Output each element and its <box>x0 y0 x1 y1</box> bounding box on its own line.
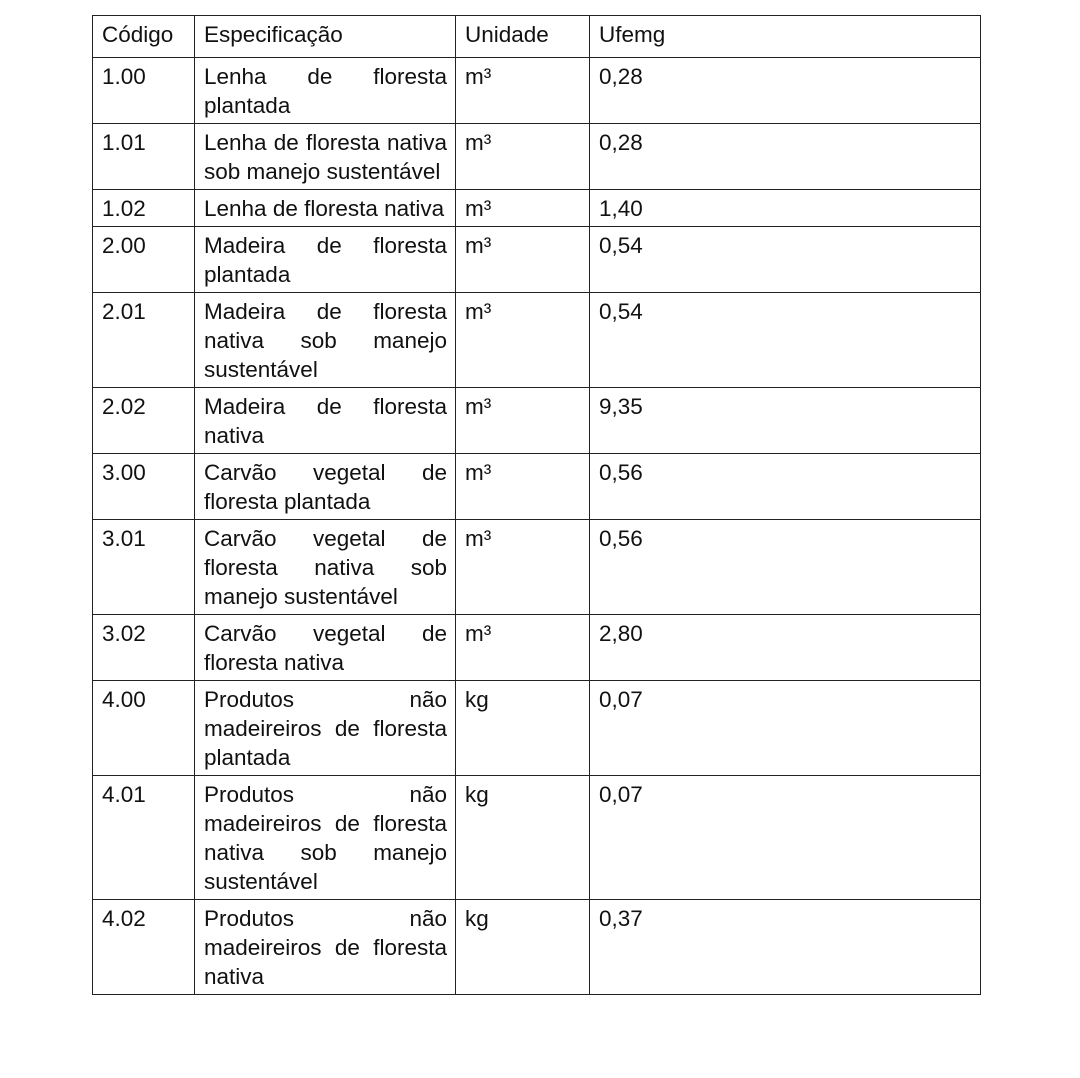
table-row <box>93 681 981 776</box>
cell-ufemg: 0,56 <box>590 454 981 520</box>
cell-unidade: kg <box>456 681 590 776</box>
cell-unidade: kg <box>456 900 590 995</box>
cell-codigo: 1.02 <box>93 190 195 227</box>
cell-ufemg: 0,07 <box>590 776 981 900</box>
cell-especificacao: Carvão vegetal de floresta nativa sob manejo sustentável <box>195 520 456 615</box>
cell-unidade: kg <box>456 776 590 900</box>
table-row <box>93 124 981 190</box>
table-row <box>93 190 981 227</box>
cell-especificacao: Carvão vegetal de floresta plantada <box>195 454 456 520</box>
header-codigo: Código <box>93 16 195 58</box>
cell-codigo: 1.01 <box>93 124 195 190</box>
table-row <box>93 615 981 681</box>
cell-unidade: m³ <box>456 615 590 681</box>
cell-ufemg: 0,54 <box>590 227 981 293</box>
cell-ufemg: 0,54 <box>590 293 981 388</box>
cell-especificacao: Produtos não madeireiros de floresta nativa sob manejo sustentável <box>195 776 456 900</box>
cell-codigo: 2.02 <box>93 388 195 454</box>
cell-especificacao: Produtos não madeireiros de floresta plantada <box>195 681 456 776</box>
cell-unidade: m³ <box>456 124 590 190</box>
cell-codigo: 4.00 <box>93 681 195 776</box>
table-row <box>93 293 981 388</box>
cell-especificacao: Lenha de floresta nativa <box>195 190 456 227</box>
cell-especificacao: Lenha de floresta plantada <box>195 58 456 124</box>
cell-ufemg: 2,80 <box>590 615 981 681</box>
cell-especificacao: Madeira de floresta nativa sob manejo sustentável <box>195 293 456 388</box>
table-body <box>93 58 981 995</box>
cell-ufemg: 0,28 <box>590 58 981 124</box>
cell-codigo: 2.01 <box>93 293 195 388</box>
cell-unidade: m³ <box>456 190 590 227</box>
cell-codigo: 3.01 <box>93 520 195 615</box>
cell-especificacao: Carvão vegetal de floresta nativa <box>195 615 456 681</box>
cell-especificacao: Produtos não madeireiros de floresta nativa <box>195 900 456 995</box>
cell-unidade: m³ <box>456 454 590 520</box>
table-row <box>93 58 981 124</box>
cell-especificacao: Lenha de floresta nativa sob manejo sustentável <box>195 124 456 190</box>
cell-unidade: m³ <box>456 388 590 454</box>
cell-unidade: m³ <box>456 293 590 388</box>
header-ufemg: Ufemg <box>590 16 981 58</box>
ufemg-table <box>92 15 981 995</box>
table-row <box>93 454 981 520</box>
cell-unidade: m³ <box>456 520 590 615</box>
table-row <box>93 227 981 293</box>
cell-unidade: m³ <box>456 227 590 293</box>
table-row <box>93 388 981 454</box>
cell-codigo: 4.01 <box>93 776 195 900</box>
cell-ufemg: 0,37 <box>590 900 981 995</box>
cell-codigo: 1.00 <box>93 58 195 124</box>
table-row <box>93 776 981 900</box>
cell-codigo: 3.00 <box>93 454 195 520</box>
cell-ufemg: 0,28 <box>590 124 981 190</box>
header-unidade: Unidade <box>456 16 590 58</box>
cell-ufemg: 0,56 <box>590 520 981 615</box>
cell-especificacao: Madeira de floresta nativa <box>195 388 456 454</box>
header-especificacao: Especificação <box>195 16 456 58</box>
table-row <box>93 520 981 615</box>
header-row <box>93 16 981 58</box>
cell-codigo: 2.00 <box>93 227 195 293</box>
table-row <box>93 900 981 995</box>
cell-ufemg: 0,07 <box>590 681 981 776</box>
cell-unidade: m³ <box>456 58 590 124</box>
table-header <box>93 16 981 58</box>
cell-especificacao: Madeira de floresta plantada <box>195 227 456 293</box>
cell-ufemg: 1,40 <box>590 190 981 227</box>
cell-codigo: 3.02 <box>93 615 195 681</box>
cell-ufemg: 9,35 <box>590 388 981 454</box>
cell-codigo: 4.02 <box>93 900 195 995</box>
